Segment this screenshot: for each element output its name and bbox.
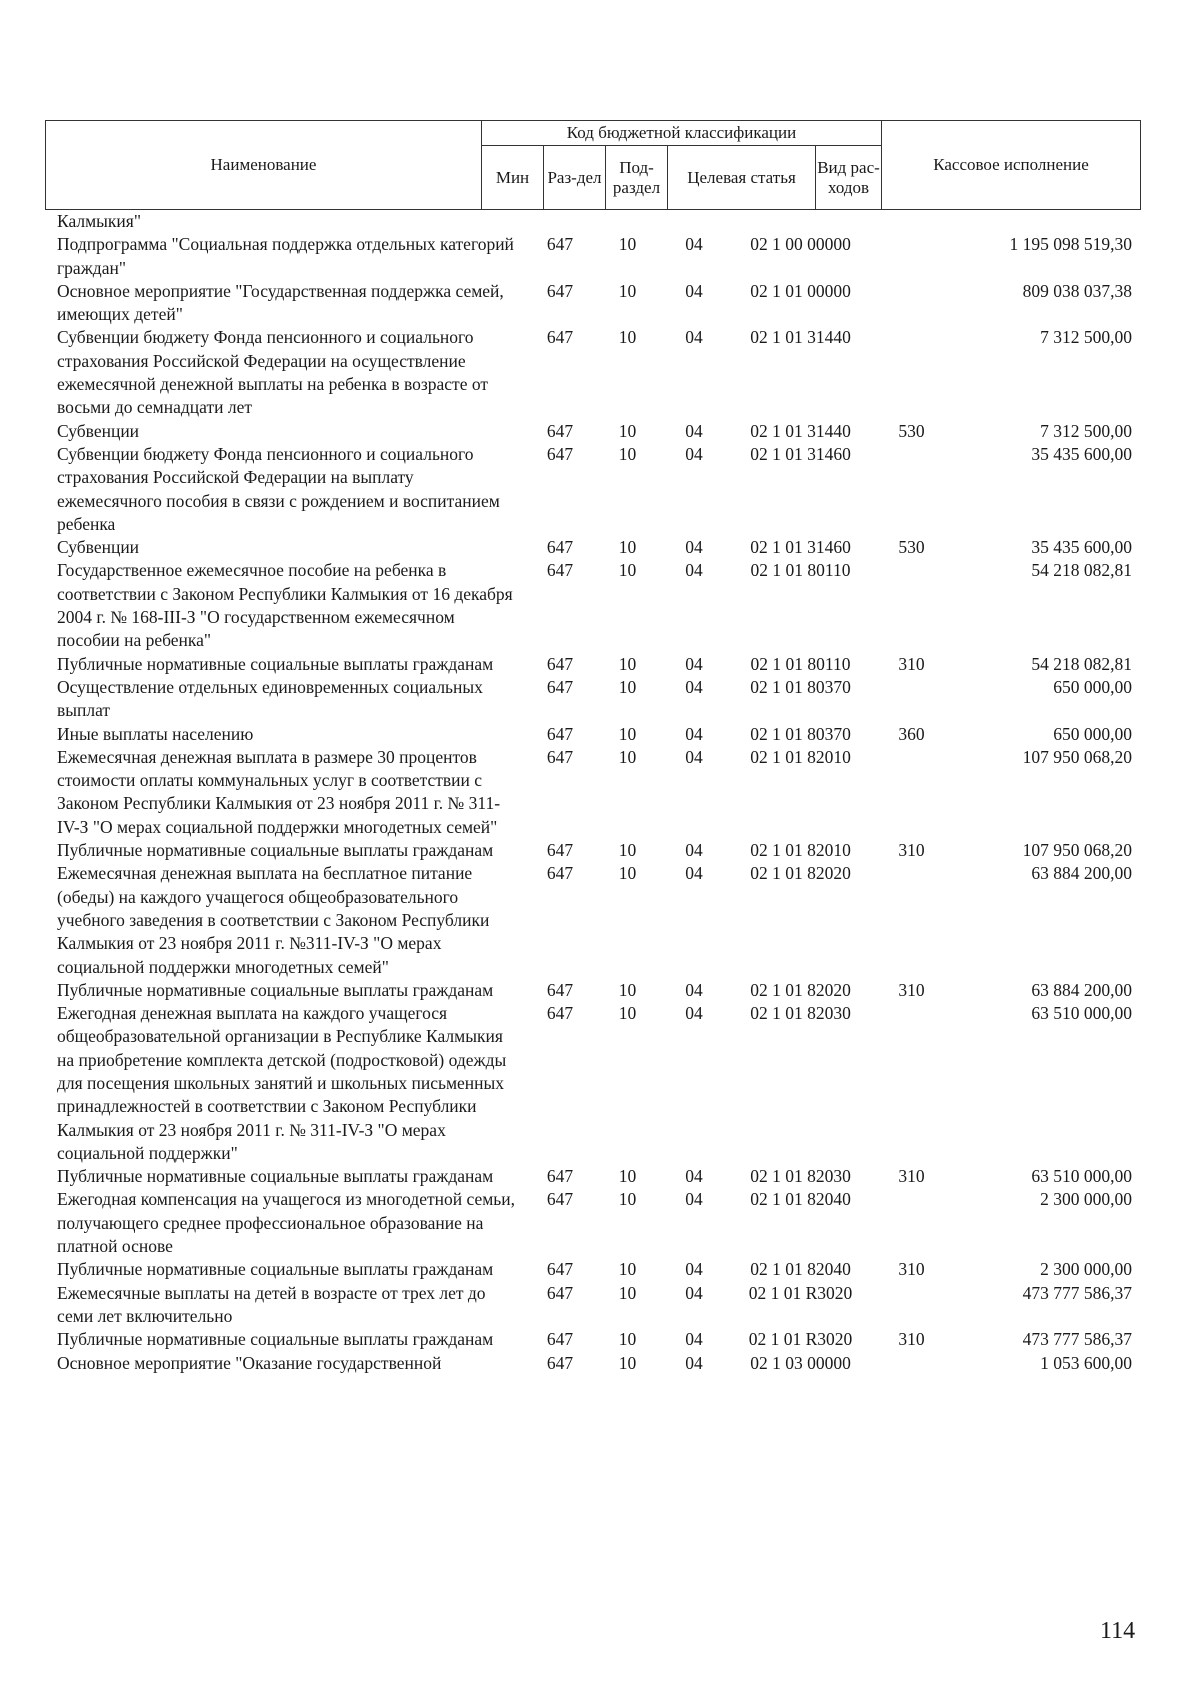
row-min: 647 [546, 1329, 574, 1350]
row-vid: 530 [898, 420, 925, 441]
row-razdel: 10 [618, 1329, 637, 1350]
row-name: Субвенции бюджету Фонда пенсионного и социального страхования Российской Федерации на осуществление ежемесячной денежной выплаты на ребенка в возрасте от восьми до семнадцати лет [57, 327, 489, 418]
row-sum: 63 884 200,00 [1031, 863, 1132, 884]
row-name: Государственное ежемесячное пособие на ребенка в соответствии с Законом Республики Калмыкия от 16 декабря 2004 г. № 168-III-З "О государственном ежемесячном пособии на ребенка" [57, 560, 513, 651]
row-podrazdel: 04 [685, 1329, 703, 1350]
row-name: Субвенции бюджету Фонда пенсионного и социального страхования Российской Федерации на выплату ежемесячного пособия в связи с рождением и воспитанием ребенка [57, 443, 500, 534]
row-name: Основное мероприятие "Государственная поддержка семей, имеющих детей" [57, 280, 504, 325]
header-min: Мин [482, 146, 544, 210]
row-vid: 310 [898, 1166, 925, 1187]
row-razdel: 10 [618, 560, 637, 581]
row-name: Ежемесячные выплаты на детей в возрасте от трех лет до семи лет включительно [57, 1282, 486, 1326]
row-razdel [595, 210, 660, 233]
row-name: Ежемесячная денежная выплата на бесплатное питание (обеды) на каждого учащегося общеобразовательного учебного заведения в соответствии с Законом Республики Калмыкия от 23 ноября 2011 г. №311-IV-З "О мерах социальной поддержки многодетных семей" [57, 863, 490, 977]
row-vid [873, 280, 950, 327]
row-sum: 2 300 000,00 [1040, 1189, 1132, 1210]
row-podrazdel: 04 [685, 327, 703, 348]
row-sum: 650 000,00 [1053, 723, 1132, 744]
row-razdel: 10 [618, 420, 637, 441]
row-podrazdel: 04 [685, 280, 703, 301]
row-min: 647 [546, 723, 574, 744]
table-row [45, 559, 1140, 652]
row-vid [873, 1188, 950, 1258]
table-row [45, 1258, 1140, 1281]
row-celevaya: 02 1 01 80110 [750, 560, 851, 581]
table-row [45, 326, 1140, 419]
row-name: Субвенции [57, 537, 140, 558]
row-name: Ежемесячная денежная выплата в размере 30 процентов стоимости оплаты коммунальных услуг в соответствии с Законом Республики Калмыкия от 23 ноября 2011 г. № 311-IV-З "О мерах социальной поддержки многодетных семей" [57, 746, 501, 837]
row-celevaya: 02 1 01 80370 [750, 676, 851, 697]
header-group: Код бюджетной классификации [482, 121, 882, 146]
row-podrazdel: 04 [685, 537, 703, 558]
row-sum: 809 038 037,38 [1022, 280, 1132, 301]
row-min: 647 [546, 1166, 574, 1187]
row-sum: 54 218 082,81 [1031, 653, 1132, 674]
row-min: 647 [546, 280, 574, 301]
row-podrazdel: 04 [685, 653, 703, 674]
row-podrazdel [660, 210, 728, 233]
header-name: Наименование [46, 121, 482, 210]
row-min: 647 [546, 537, 574, 558]
row-name: Ежегодная денежная выплата на каждого учащегося общеобразовательной организации в Республике Калмыкия на приобретение комплекта детской (подростковой) одежды для посещения школьных занятий и школьных письменных принадлежностей в соответствии с Законом Республики Калмыкия от 23 ноября 2011 г. № 311-IV-З "О мерах социальной поддержки" [57, 1003, 507, 1163]
row-sum: 54 218 082,81 [1031, 560, 1132, 581]
row-vid [873, 676, 950, 723]
row-min: 647 [546, 234, 574, 255]
row-podrazdel: 04 [685, 746, 703, 767]
table-row [45, 979, 1140, 1002]
row-sum: 107 950 068,20 [1022, 840, 1132, 861]
row-podrazdel: 04 [685, 1259, 703, 1280]
row-sum: 650 000,00 [1053, 676, 1132, 697]
row-name: Осуществление отдельных единовременных социальных выплат [57, 676, 483, 721]
row-celevaya: 02 1 01 82010 [750, 840, 851, 861]
row-celevaya: 02 1 01 31440 [750, 420, 851, 441]
row-razdel: 10 [618, 1352, 637, 1373]
row-vid: 310 [898, 840, 925, 861]
row-sum: 63 510 000,00 [1031, 1166, 1132, 1187]
row-razdel: 10 [618, 1003, 637, 1024]
row-sum: 107 950 068,20 [1022, 746, 1132, 767]
row-vid [873, 210, 950, 233]
row-min: 647 [546, 746, 574, 767]
row-name: Публичные нормативные социальные выплаты гражданам [57, 1166, 494, 1187]
row-razdel: 10 [618, 979, 637, 1000]
row-podrazdel: 04 [685, 863, 703, 884]
row-podrazdel: 04 [685, 676, 703, 697]
row-razdel: 10 [618, 840, 637, 861]
row-min: 647 [546, 840, 574, 861]
row-min: 647 [546, 979, 574, 1000]
row-razdel: 10 [618, 723, 637, 744]
row-name: Субвенции [57, 420, 140, 441]
header-podrazdel: Под-раздел [606, 146, 668, 210]
row-vid [873, 233, 950, 280]
row-celevaya: 02 1 01 82030 [750, 1003, 851, 1024]
row-name: Публичные нормативные социальные выплаты гражданам [57, 1259, 494, 1280]
row-podrazdel: 04 [685, 1282, 703, 1303]
row-podrazdel: 04 [685, 1166, 703, 1187]
row-min: 647 [546, 420, 574, 441]
row-razdel: 10 [618, 1166, 637, 1187]
row-podrazdel: 04 [685, 560, 703, 581]
row-vid [873, 326, 950, 419]
table-row [45, 536, 1140, 559]
row-celevaya: 02 1 01 80110 [750, 653, 851, 674]
table-row [45, 210, 1140, 233]
row-vid: 360 [898, 723, 925, 744]
table-row [45, 233, 1140, 280]
row-vid [873, 862, 950, 978]
row-celevaya: 02 1 03 00000 [750, 1352, 851, 1373]
header-celevaya: Целевая статья [668, 146, 816, 210]
row-name: Подпрограмма "Социальная поддержка отдельных категорий граждан" [57, 234, 514, 278]
row-celevaya: 02 1 01 31460 [750, 537, 851, 558]
row-vid: 310 [898, 1329, 925, 1350]
page-number: 114 [1100, 1618, 1136, 1644]
row-celevaya: 02 1 01 82010 [750, 746, 851, 767]
row-celevaya: 02 1 01 80370 [750, 723, 851, 744]
table-row [45, 723, 1140, 746]
row-min: 647 [546, 653, 574, 674]
row-sum: 1 053 600,00 [1040, 1352, 1132, 1373]
table-row [45, 443, 1140, 536]
row-sum: 473 777 586,37 [1022, 1329, 1132, 1350]
row-sum: 35 435 600,00 [1031, 443, 1132, 464]
table-row [45, 862, 1140, 978]
table-row [45, 746, 1140, 839]
row-name: Иные выплаты населению [57, 723, 254, 744]
row-min: 647 [546, 1003, 574, 1024]
row-razdel: 10 [618, 234, 637, 255]
row-podrazdel: 04 [685, 234, 703, 255]
row-celevaya: 02 1 01 31460 [750, 443, 851, 464]
row-celevaya [728, 210, 873, 233]
document-page [45, 120, 1140, 1375]
table-body [45, 210, 1140, 1375]
row-min: 647 [546, 1282, 574, 1303]
row-vid: 310 [898, 1259, 925, 1280]
table-row [45, 839, 1140, 862]
row-min: 647 [546, 443, 574, 464]
row-razdel: 10 [618, 1189, 637, 1210]
row-razdel: 10 [618, 443, 637, 464]
row-sum [950, 210, 1140, 233]
header-ispolnenie: Кассовое исполнение [882, 121, 1141, 210]
row-podrazdel: 04 [685, 420, 703, 441]
row-celevaya: 02 1 01 R3020 [748, 1282, 853, 1303]
row-sum: 473 777 586,37 [1022, 1282, 1132, 1303]
row-vid [873, 559, 950, 652]
row-podrazdel: 04 [685, 979, 703, 1000]
table-row [45, 653, 1140, 676]
row-podrazdel: 04 [685, 443, 703, 464]
row-podrazdel: 04 [685, 1352, 703, 1373]
row-vid: 530 [898, 537, 925, 558]
row-min: 647 [546, 676, 574, 697]
table-row [45, 1188, 1140, 1258]
row-sum: 2 300 000,00 [1040, 1259, 1132, 1280]
row-min: 647 [546, 1352, 574, 1373]
row-vid [873, 746, 950, 839]
row-min: 647 [546, 1189, 574, 1210]
row-celevaya: 02 1 01 82020 [750, 863, 851, 884]
row-name: Публичные нормативные социальные выплаты гражданам [57, 653, 494, 674]
row-min: 647 [546, 327, 574, 348]
table-row [45, 676, 1140, 723]
row-name: Калмыкия" [57, 211, 141, 231]
row-celevaya: 02 1 00 00000 [750, 234, 851, 255]
row-celevaya: 02 1 01 00000 [750, 280, 851, 301]
row-vid [873, 1002, 950, 1165]
row-celevaya: 02 1 01 82030 [750, 1166, 851, 1187]
row-name: Ежегодная компенсация на учащегося из многодетной семьи, получающего среднее профессиональное образование на платной основе [57, 1189, 516, 1257]
table-row [45, 420, 1140, 443]
row-razdel: 10 [618, 537, 637, 558]
row-vid [873, 1282, 950, 1329]
row-podrazdel: 04 [685, 840, 703, 861]
row-podrazdel: 04 [685, 1189, 703, 1210]
row-celevaya: 02 1 01 82040 [750, 1189, 851, 1210]
row-razdel: 10 [618, 746, 637, 767]
row-celevaya: 02 1 01 82020 [750, 979, 851, 1000]
row-razdel: 10 [618, 863, 637, 884]
row-sum: 1 195 098 519,30 [1009, 234, 1132, 255]
row-min [525, 210, 595, 233]
row-podrazdel: 04 [685, 723, 703, 744]
row-name: Публичные нормативные социальные выплаты гражданам [57, 1329, 494, 1350]
row-sum: 35 435 600,00 [1031, 537, 1132, 558]
row-razdel: 10 [618, 1282, 637, 1303]
row-razdel: 10 [618, 676, 637, 697]
row-vid: 310 [898, 979, 925, 1000]
row-celevaya: 02 1 01 82040 [750, 1259, 851, 1280]
row-celevaya: 02 1 01 31440 [750, 327, 851, 348]
table-row [45, 1352, 1140, 1375]
row-celevaya: 02 1 01 R3020 [748, 1329, 853, 1350]
table-row [45, 1328, 1140, 1351]
table-row [45, 1165, 1140, 1188]
row-sum: 7 312 500,00 [1040, 327, 1132, 348]
table-row [45, 1282, 1140, 1329]
row-sum: 63 884 200,00 [1031, 979, 1132, 1000]
row-sum: 63 510 000,00 [1031, 1003, 1132, 1024]
row-vid [873, 1352, 950, 1375]
row-min: 647 [546, 863, 574, 884]
row-razdel: 10 [618, 280, 637, 301]
table-row [45, 1002, 1140, 1165]
table-header [45, 120, 1141, 210]
table-row [45, 280, 1140, 327]
row-razdel: 10 [618, 653, 637, 674]
row-vid [873, 443, 950, 536]
row-min: 647 [546, 560, 574, 581]
row-name: Публичные нормативные социальные выплаты гражданам [57, 979, 494, 1000]
header-razdel: Раз-дел [544, 146, 606, 210]
row-razdel: 10 [618, 1259, 637, 1280]
row-name: Публичные нормативные социальные выплаты гражданам [57, 840, 494, 861]
row-min: 647 [546, 1259, 574, 1280]
row-podrazdel: 04 [685, 1003, 703, 1024]
row-sum: 7 312 500,00 [1040, 420, 1132, 441]
row-razdel: 10 [618, 327, 637, 348]
row-name: Основное мероприятие "Оказание государственной [57, 1352, 442, 1373]
header-vid: Вид рас-ходов [816, 146, 882, 210]
row-vid: 310 [898, 653, 925, 674]
